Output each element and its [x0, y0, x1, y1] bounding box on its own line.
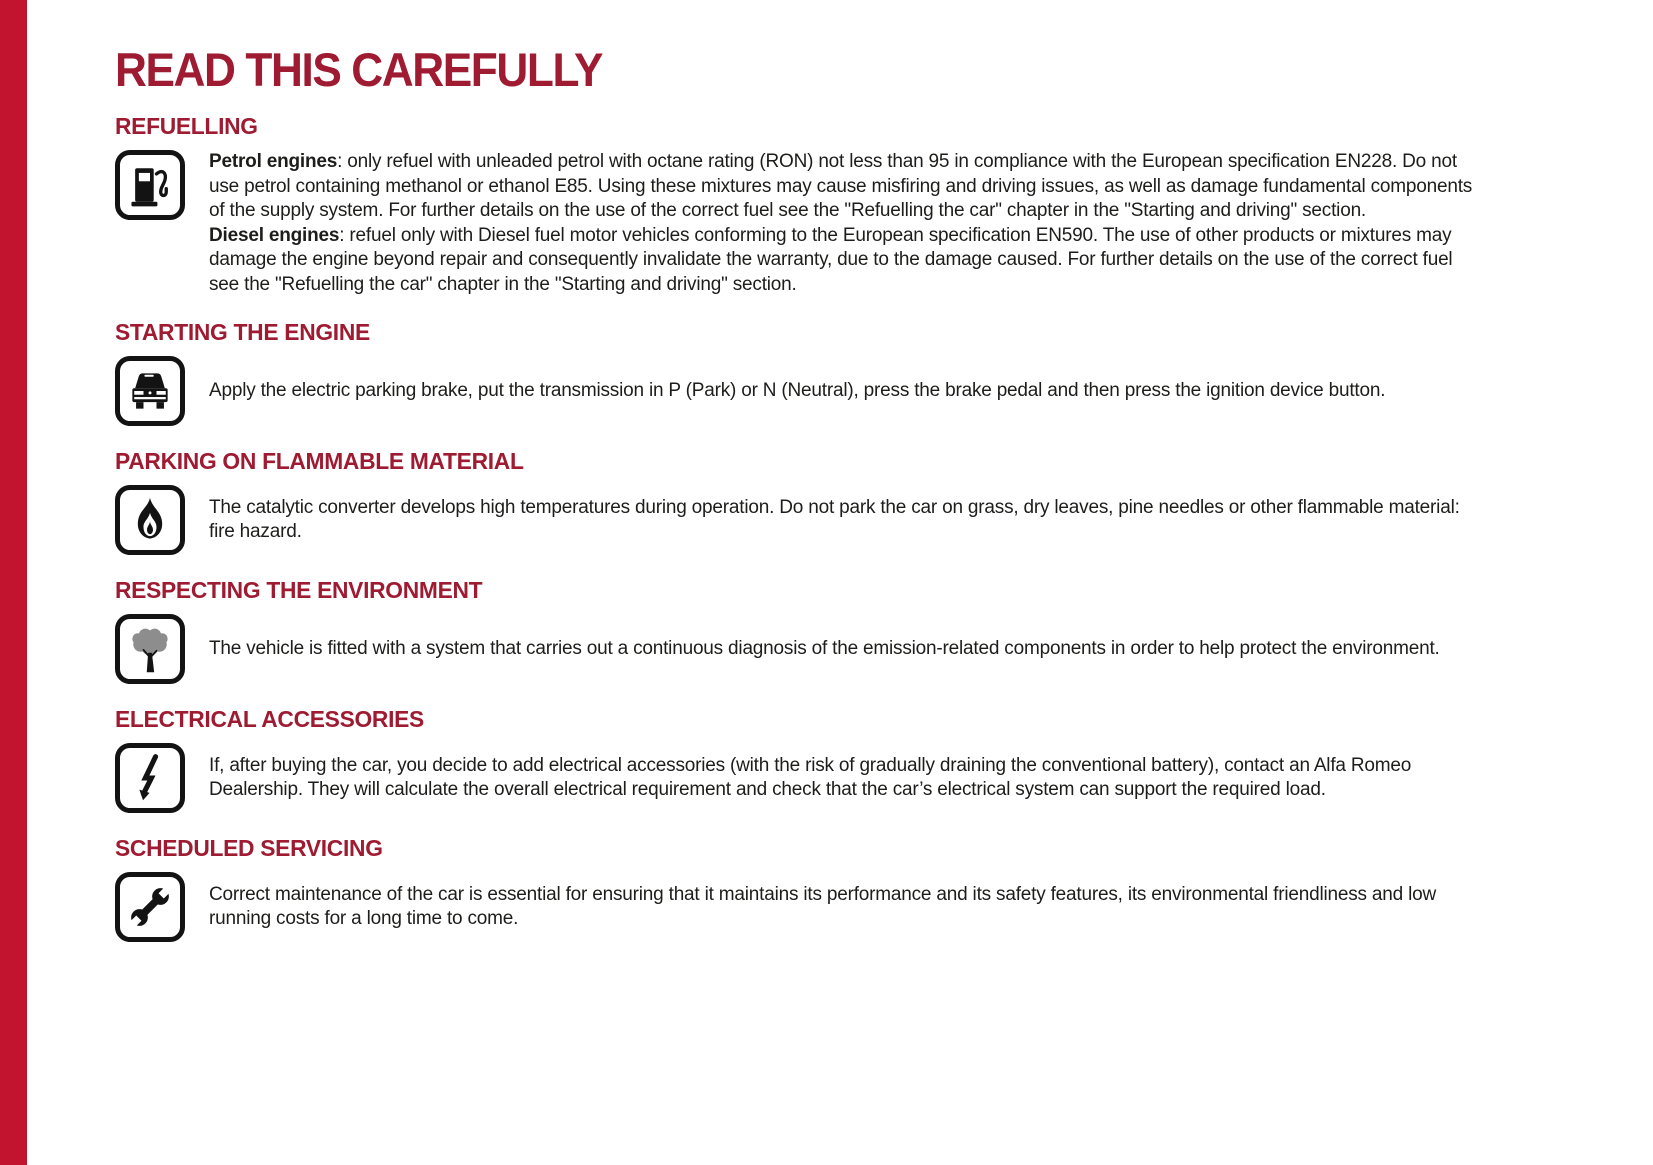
page-edge-stripe — [0, 0, 27, 1165]
paragraph-body: : refuel only with Diesel fuel motor vehicles conforming to the European specification EN590. The use of other products or mixtures may damage the engine beyond repair and consequently invalidate the warranty, due to the damage caused. For further details on the use of the correct fuel see the "Refuelling the car" chapter in the "Starting and driving" section. — [209, 224, 1453, 295]
section-heading-scheduled-servicing: SCHEDULED SERVICING — [115, 835, 383, 861]
section-text — [209, 754, 1485, 803]
section-starting-engine — [115, 319, 1487, 426]
paragraph-body: : only refuel with unleaded petrol with octane rating (RON) not less than 95 in compliance with the European specification EN228. Do not use petrol containing methanol or ethanol E85. Using these mixtures may cause misfiring and driving issues, as well as damage fundamental components of the supply system. For further details on the use of the correct fuel see the "Refuelling the car" chapter in the "Starting and driving" section. — [209, 151, 1473, 221]
section-text — [209, 496, 1485, 545]
paragraph-body: The vehicle is fitted with a system that carries out a continuous diagnosis of the emission-related components in order to help protect the environment. — [209, 637, 1440, 659]
fuel-pump-icon — [115, 150, 185, 220]
paragraph — [209, 883, 1485, 932]
section-heading-refuelling: REFUELLING — [115, 113, 258, 139]
paragraph-petrol — [209, 150, 1485, 224]
lightning-bolt-icon — [115, 743, 185, 813]
section-row — [115, 150, 1487, 297]
paragraph-body: If, after buying the car, you decide to add electrical accessories (with the risk of gradually draining the conventional battery), contact an Alfa Romeo Dealership. They will calculate the overall electrical requirement and check that the car’s electrical system can support the required load. — [209, 754, 1412, 800]
paragraph-body: Apply the electric parking brake, put the transmission in P (Park) or N (Neutral), press the brake pedal and then press the ignition device button. — [209, 379, 1386, 401]
car-front-icon — [115, 356, 185, 426]
section-refuelling — [115, 113, 1487, 297]
section-text — [209, 637, 1485, 662]
paragraph-body: Correct maintenance of the car is essential for ensuring that it maintains its performance and its safety features, its environmental friendliness and low running costs for a long time to come. — [209, 883, 1436, 929]
section-text — [209, 150, 1485, 297]
section-row — [115, 743, 1487, 813]
paragraph-lead: Diesel engines — [209, 224, 340, 246]
paragraph-diesel — [209, 224, 1485, 298]
wrench-icon — [115, 872, 185, 942]
tree-icon — [115, 614, 185, 684]
section-parking-flammable — [115, 448, 1487, 555]
section-heading-electrical-accessories: ELECTRICAL ACCESSORIES — [115, 706, 424, 732]
section-heading-respecting-environment: RESPECTING THE ENVIRONMENT — [115, 577, 483, 603]
section-heading-starting-engine: STARTING THE ENGINE — [115, 319, 370, 345]
section-respecting-environment — [115, 577, 1487, 684]
section-electrical-accessories — [115, 706, 1487, 813]
section-scheduled-servicing — [115, 835, 1487, 942]
page-title: READ THIS CAREFULLY — [115, 43, 603, 96]
flame-icon — [115, 485, 185, 555]
section-text — [209, 379, 1485, 404]
section-row — [115, 872, 1487, 942]
paragraph-body: The catalytic converter develops high temperatures during operation. Do not park the car on grass, dry leaves, pine needles or other flammable material: fire hazard. — [209, 496, 1460, 542]
section-row — [115, 614, 1487, 684]
page-content — [115, 42, 1487, 964]
section-heading-parking-flammable: PARKING ON FLAMMABLE MATERIAL — [115, 448, 524, 474]
section-row — [115, 485, 1487, 555]
paragraph-lead: Petrol engines — [209, 151, 338, 172]
paragraph — [209, 754, 1485, 803]
paragraph — [209, 637, 1485, 662]
paragraph — [209, 379, 1485, 404]
section-text — [209, 883, 1485, 932]
section-row — [115, 356, 1487, 426]
paragraph — [209, 496, 1485, 545]
